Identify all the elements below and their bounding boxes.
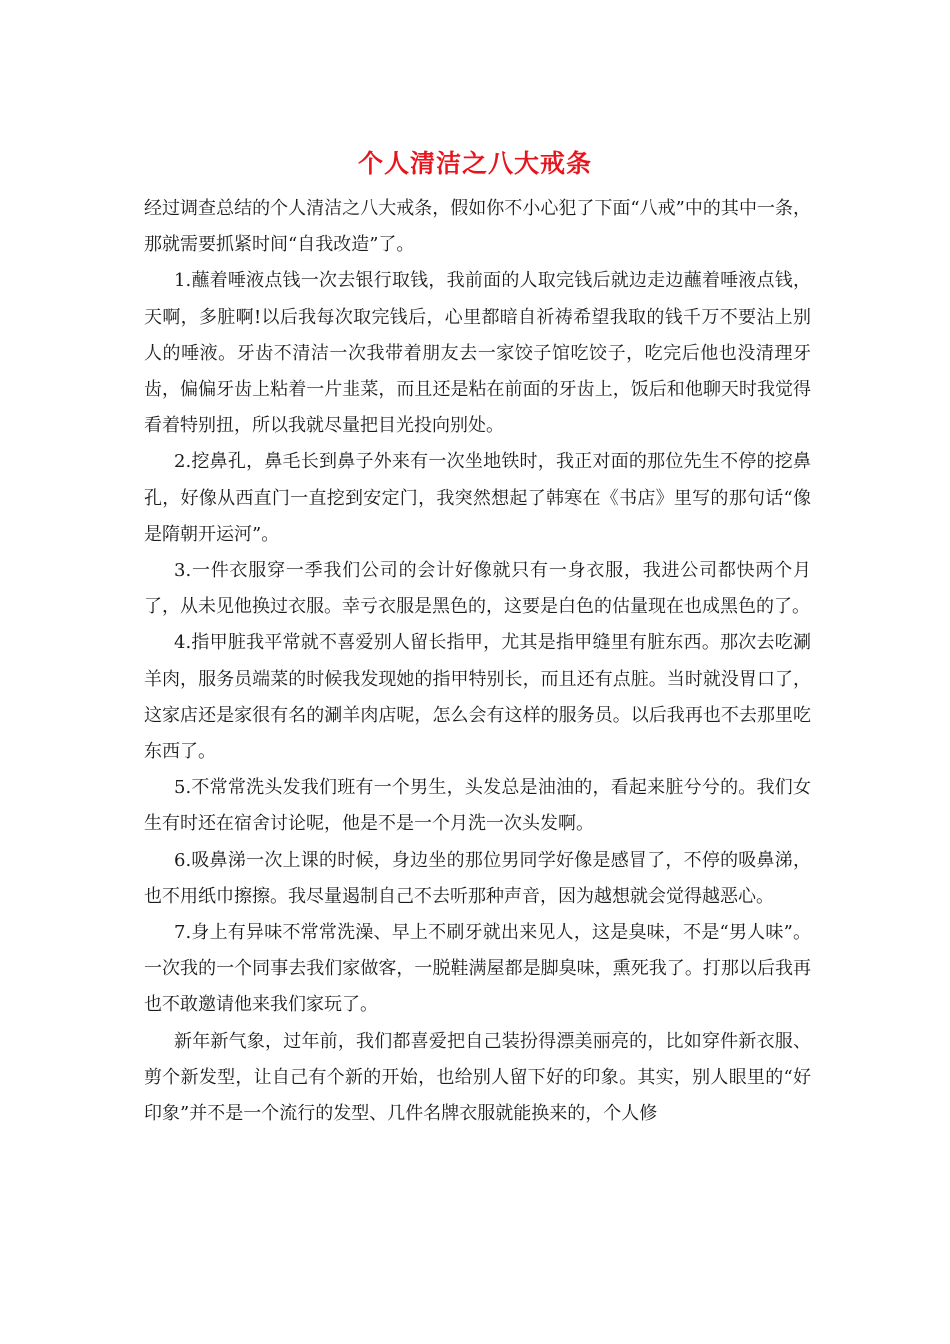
intro-paragraph: 经过调查总结的个人清洁之八大戒条，假如你不小心犯了下面“八戒”中的其中一条，那就需要抓紧时间“自我改造”了。 [144, 198, 811, 256]
rule-1-paragraph: 1.蘸着唾液点钱一次去银行取钱，我前面的人取完钱后就边走边蘸着唾液点钱，天啊，多脏啊!以后我每次取完钱后，心里都暗自祈祷希望我取的钱千万不要沾上别人的唾液。牙齿不清洁一次我带着朋友去一家饺子馆吃饺子，吃完后他也没清理牙齿，偏偏牙齿上粘着一片韭菜，而且还是粘在前面的牙齿上，饭后和他聊天时我觉得看着特别扭，所以我就尽量把目光投向别处。 [144, 270, 811, 437]
rule-6-paragraph: 6.吸鼻涕一次上课的时候，身边坐的那位男同学好像是感冒了，不停的吸鼻涕，也不用纸巾擦擦。我尽量遏制自己不去听那种声音，因为越想就会觉得越恶心。 [144, 849, 811, 907]
rule-5-paragraph: 5.不常常洗头发我们班有一个男生，头发总是油油的，看起来脏兮兮的。我们女生有时还在宿舍讨论呢，他是不是一个月洗一次头发啊。 [144, 777, 811, 835]
rule-7-paragraph: 7.身上有异味不常常洗澡、早上不刷牙就出来见人，这是臭味，不是“男人味”。一次我的一个同事去我们家做客，一脱鞋满屋都是脚臭味，熏死我了。打那以后我再也不敢邀请他来我们家玩了。 [144, 922, 811, 1016]
closing-paragraph: 新年新气象，过年前，我们都喜爱把自己装扮得漂美丽亮的，比如穿件新衣服、剪个新发型，让自己有个新的开始，也给别人留下好的印象。其实，别人眼里的“好印象”并不是一个流行的发型、几件名牌衣服就能换来的，个人修 [144, 1030, 811, 1125]
rule-4-paragraph: 4.指甲脏我平常就不喜爱别人留长指甲，尤其是指甲缝里有脏东西。那次去吃涮羊肉，服务员端菜的时候我发现她的指甲特别长，而且还有点脏。当时就没胃口了，这家店还是家很有名的涮羊肉店呢，怎么会有这样的服务员。以后我再也不去那里吃东西了。 [144, 632, 811, 763]
rule-2-paragraph: 2.挖鼻孔，鼻毛长到鼻子外来有一次坐地铁时，我正对面的那位先生不停的挖鼻孔，好像从西直门一直挖到安定门，我突然想起了韩寒在《书店》里写的那句话“像是隋朝开运河”。 [144, 451, 811, 545]
document-body [144, 191, 811, 1132]
rule-3-paragraph: 3.一件衣服穿一季我们公司的会计好像就只有一身衣服，我进公司都快两个月了，从未见他换过衣服。幸亏衣服是黑色的，这要是白色的估量现在也成黑色的了。 [144, 560, 811, 618]
document-title: 个人清洁之八大戒条 [357, 149, 592, 178]
